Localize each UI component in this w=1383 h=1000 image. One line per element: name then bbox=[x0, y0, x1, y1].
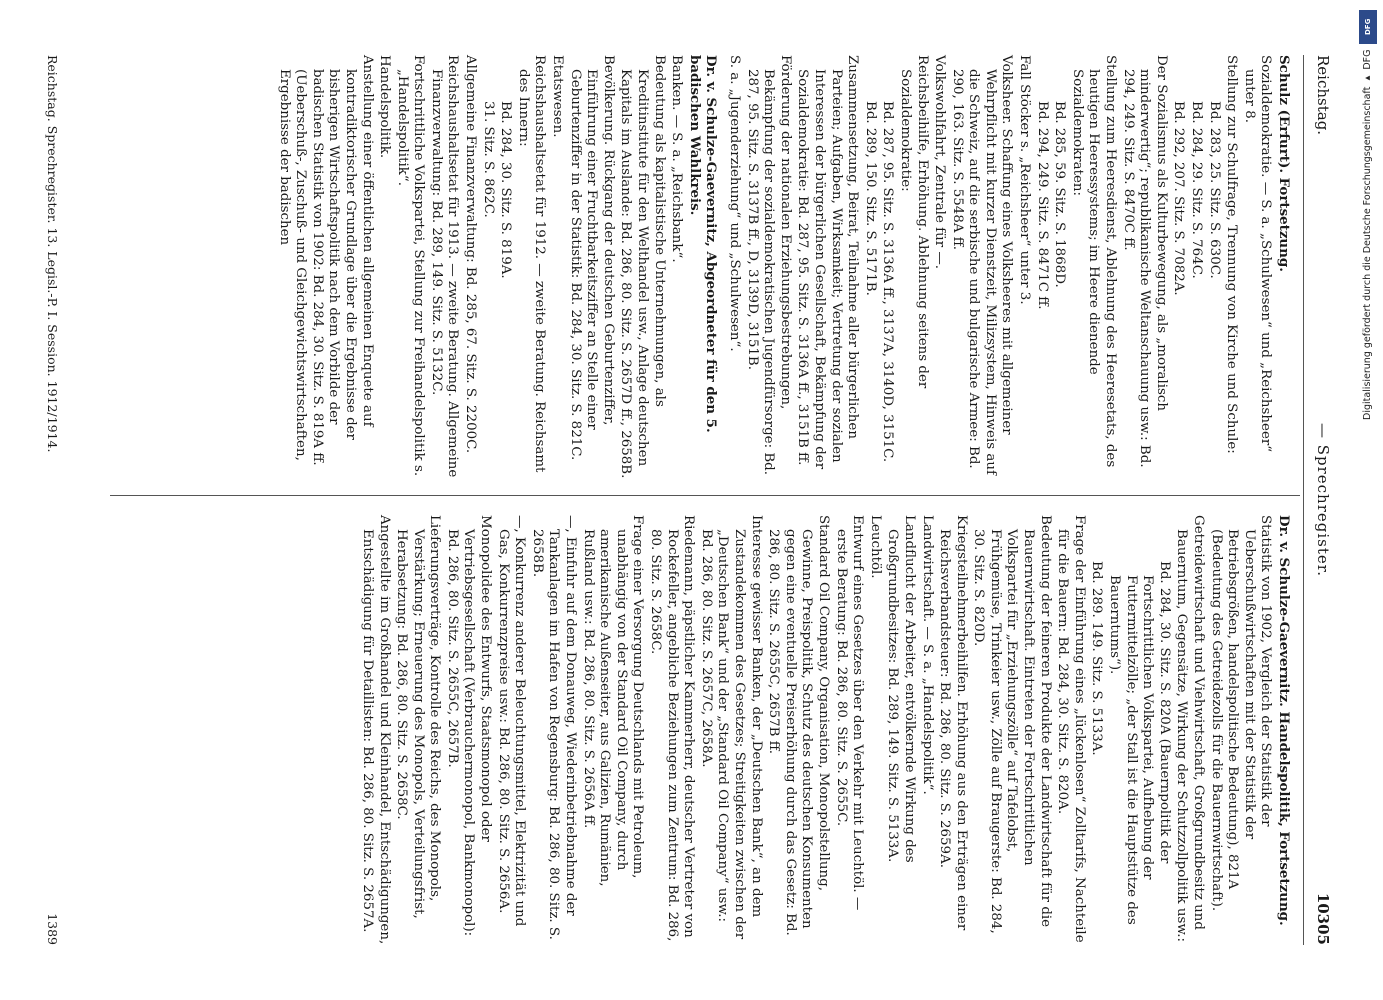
page-header bbox=[1306, 55, 1332, 945]
left-heading-2: Dr. v. Schulze-Gaevernitz, Abgeordneter für den 5. badischen Wahlkreis. bbox=[686, 55, 720, 433]
index-entry: Kriegsteilnehmerbeihilfen. Erhöhung aus den Erträgen einer Reichsverbandsteuer: Bd. 286, 80. Sitz. S. 2659A. bbox=[937, 515, 969, 931]
index-entry: Reichshaushaltsetat für 1912. — zweite Beratung. Reichsamt des Innern: bbox=[515, 55, 548, 473]
header-left: Reichstag. bbox=[1314, 55, 1332, 136]
page-number: 10305 bbox=[1314, 892, 1332, 945]
index-entry: Standard Oil Company, Organisation, Monopolstellung, Gewinne, Preispolitik, Schutz des deutschen Konsumenten gegen eine eventuelle Preiserhöhung durch das Gesetz: Bd. 286, 80. Sitz. S. 2655C, 2657B ff. bbox=[766, 515, 831, 936]
index-entry: Statistik von 1902, Vergleich der Statistik der Ueberschußwirtschaften mit der Statistik der Betriebsgrößen, handelspolitische Bedeutung), 821A (Bedeutung des Getreidezolls für die Bauernwirtschaft). bbox=[1208, 515, 1274, 912]
index-entry: Fall Stöcker s. „Reichsheer“ unter 3. bbox=[1017, 55, 1033, 305]
index-entry: Entwurf eines Gesetzes über den Verkehr mit Leuchtöl. — erste Beratung: Bd. 286, 80. Sitz. S. 2655C. bbox=[833, 515, 866, 911]
index-entry: Reichshaushaltsetat für 1913. — zweite Beratung. Allgemeine Finanzverwaltung: Bd. 289, 149. Sitz. S. 5132C. bbox=[428, 55, 461, 478]
index-entry: Sozialdemokratie. — S. a. „Schulwesen“ und „Reichsheer“ unter 8. bbox=[1241, 55, 1274, 453]
right-column bbox=[357, 515, 1292, 945]
index-entry: Bd. 289, 150. Sitz. S. 5171B. bbox=[862, 101, 878, 296]
dfg-sidebar bbox=[1359, 10, 1379, 1000]
index-entry: Stellung zur Schulfrage, Trennung von Kirche und Schule: bbox=[1224, 55, 1240, 454]
index-entry: Landwirtschaft. — S. a. „Handelspolitik“. bbox=[919, 515, 935, 795]
index-entry: Volksheer. Schaffung eines Volksheeres mit allgemeiner Wehrpflicht mit kurzer Dienstzeit, Milizsystem, Hinweis auf die Schweiz, auf die serbische und bulgarische Armee: Bd. 290, 163. Sitz. S. 5548A ff. bbox=[949, 55, 1015, 475]
footer-left: Reichstag. Sprechregister. 13. Legisl.-P. I. Session. 1912/1914. bbox=[45, 55, 60, 453]
index-entry: Bd. 283, 25. Sitz. S. 630C. bbox=[1206, 101, 1222, 279]
index-entry: Der Sozialismus als Kulturbewegung, als „moralisch minderwertig“; republikanische Weltanschauung usw.: Bd. 294, 249. Sitz. S. 8470C ff. bbox=[1120, 55, 1169, 468]
right-entries bbox=[358, 515, 1273, 945]
index-entry: Bd. 284, 29. Sitz. S. 764C. bbox=[1189, 101, 1205, 279]
left-entries-2 bbox=[275, 55, 684, 485]
index-entry: Banken. — S. a. „Reichsbank“. bbox=[669, 55, 685, 263]
index-entry: Stellung zum Heeresdienst, Ablehnung des Heeresetats, des heutigen Heeressystems; im Heere dienende Sozialdemokraten: bbox=[1069, 55, 1119, 468]
index-entry: Bd. 287, 95. Sitz. S. 3136A ff., 3137A, 3140D, 3151C. bbox=[880, 101, 896, 463]
dfg-credit: Digitalisierung gefördert durch die Deutsche Forschungsgemeinschaft ▸ DFG bbox=[1362, 50, 1373, 421]
left-heading: Schulz (Erfurt). Fortsetzung. bbox=[1276, 55, 1292, 272]
index-entry: Bd. 294, 249. Sitz. S. 8471C ff. bbox=[1034, 101, 1050, 310]
index-entry: —, Einfuhr auf dem Donauweg, Wiederinbetriebnahme der Tankanlagen im Hafen von Regensburg: Bd. 286, 80. Sitz. S. 2658B. bbox=[529, 515, 579, 940]
index-entry: S. a. „Jugenderziehung“ und „Schulwesen“. bbox=[727, 55, 742, 352]
index-entry: Förderung der nationalen Erziehungsbestrebungen, Bekämpfung der sozialdemokratischen Jugendfürsorge: Bd. 287, 95. Sitz. S. 3137B ff., D, 3139D, 3151B. bbox=[744, 55, 793, 476]
header-center: — Sprechregister. bbox=[1314, 422, 1332, 578]
index-entry: Interesse gewisser Banken, der „Deutschen Bank“, an dem Zustandekommen des Gesetzes; Streitigkeiten zwischen der „Deutschen Bank“ und der „Standard Oil Company“ usw.: Bd. 286, 80. Sitz. S. 2657C, 2658A. bbox=[698, 515, 764, 940]
index-entry: 31. Sitz. S. 862C. bbox=[480, 101, 496, 218]
index-entry: Etatswesen. bbox=[550, 55, 566, 138]
index-entry: Volkswohlfahrt, Zentrale für —. bbox=[932, 55, 948, 270]
left-column bbox=[274, 55, 1292, 485]
index-entry: Bevölkerung. Rückgang der deutschen Geburtenziffer, Einführung einer Fruchtbarkeitsziffer an Stelle einer Geburtenziffer in der Statistik: Bd. 284, 30. Sitz. S. 821C. bbox=[567, 55, 616, 461]
column-divider bbox=[110, 495, 1300, 496]
index-entry: Fortschrittliche Volkspartei, Stellung zur Freihandelspolitik s. „Handelspolitik“. bbox=[394, 55, 427, 477]
index-entry: Lieferungsverträge, Kontrolle des Reichs, des Monopols, Verstärkung; Erneuerung des Monopols, Verteilungsfrist, Herabsetzung: Bd. 286, 80. Sitz. S. 2658C. bbox=[394, 515, 443, 919]
index-entry: Leuchtöl. bbox=[867, 515, 883, 579]
index-entry: Frage der Einführung eines „lückenlosen“ Zolltarifs, Nachteile für die Bauern: Bd. 284, 30. Sitz. S. 820A. bbox=[1055, 515, 1087, 943]
index-entry: Bd. 284, 30. Sitz. S. 819A. bbox=[498, 101, 514, 279]
index-entry: —, Konkurrenz anderer Beleuchtungsmittel, Elektrizität und Gas, Konkurrenzpreise usw.: Bd. 286, 80. Sitz. S. 2656A. bbox=[495, 515, 528, 927]
index-entry: Landflucht der Arbeiter, entvölkernde Wirkung des Großgrundbesitzes: Bd. 289, 149. Sitz. S. 5133A. bbox=[885, 515, 917, 863]
index-entry: Riedemann, päpstlicher Kammerherr, deutscher Vertreter von Rockefeller, angebliche Beziehungen zum Zentrum: Bd. 286, 80. Sitz. S. 2658C. bbox=[648, 515, 697, 942]
index-entry: Reichsbeihilfe, Erhöhung. Ablehnung seitens der Sozialdemokratie: bbox=[897, 55, 930, 389]
footer-page: 1389 bbox=[45, 913, 60, 945]
header-rule bbox=[1303, 55, 1304, 945]
index-entry: Getreidewirtschaft und Viehwirtschaft, Großgrundbesitz und Bauerntum, Gegensätze, Wirkung der Schutzzollpolitik usw.: bbox=[1174, 515, 1207, 943]
index-entry: Bd. 284, 30. Sitz. S. 820A (Bauernpolitik der Fortschrittlichen Volkspartei, Aufhebung der Futtermittelzölle; „der Stall ist die Hauptstütze des Bauerntums“). bbox=[1107, 561, 1172, 925]
dfg-logo: DFG bbox=[1359, 10, 1377, 44]
index-entry: Zusammensetzung, Beirat, Teilnahme aller bürgerlichen Parteien; Aufgaben, Wirksamkeit; Vertretung der sozialen Interessen der bürgerlichen Gesellschaft, Bekämpfung der Sozialdemokratie: Bd. 287, 95. Sitz. S. 3136A ff., 3151B ff. bbox=[795, 55, 861, 470]
index-entry: Monopolidee des Entwurfs, Staatsmonopol oder Vertriebsgesellschaft (Verbrauchermonopol, Bankmonopol): Bd. 286, 80. Sitz. S. 2655C, 2657B. bbox=[444, 515, 494, 937]
index-entry: Bedeutung als kapitalistische Unternehmungen, als Kreditinstitute für den Welthandel usw., Anlage deutschen Kapitals im Auslande: Bd. 286, 80. Sitz. S. 2657D ff., 2658B. bbox=[618, 55, 667, 479]
index-entry: Allgemeine Finanzverwaltung: Bd. 285, 67. Sitz. S. 2200C. bbox=[463, 55, 479, 454]
index-entry: Frage einer Versorgung Deutschlands mit Petroleum, unabhängig von der Standard Oil Company, durch amerikanische Außenseiter, aus Galizien, Rumänien, Rußland usw.: Bd. 286, 80. Sitz. S. 2656A ff. bbox=[580, 515, 646, 887]
index-entry: Angestellte im Großhandel und Kleinhandel, Entschädigungen, Entschädigung für Detaillisten: Bd. 286, 80. Sitz. S. 2657A. bbox=[359, 515, 392, 945]
index-entry: Handelspolitik. bbox=[377, 55, 393, 159]
left-entries bbox=[725, 55, 1273, 485]
right-heading: Dr. v. Schulze-Gaevernitz. Handelspolitik, Fortsetzung. bbox=[1276, 515, 1292, 926]
rotated-page bbox=[45, 35, 1340, 965]
index-entry: Bd. 289. 149. Sitz. S. 5133A. bbox=[1089, 561, 1105, 756]
index-entry: Bedeutung der feineren Produkte der Landwirtschaft für die Bauernwirtschaft. Eintreten der Fortschrittlichen Volkspartei für „Erziehungszölle“ auf Tafelobst, Frühgemüse, Trinkeier usw., Zölle auf Braugerste: Bd. 284, 30. Sitz. S. 820D. bbox=[971, 515, 1053, 934]
index-entry: Bd. 285, 59. Sitz. S. 1868D. bbox=[1052, 101, 1068, 288]
index-entry: Bd. 292, 207. Sitz. S. 7082A. bbox=[1171, 101, 1187, 296]
index-entry: Anstellung einer öffentlichen allgemeinen Enquete auf kontradiktorischer Grundlage über die Ergebnisse der bisherigen Wirtschaftspolitik nach dem Vorbilde der badischen Statistik von 1902: Bd. 284, 30. Sitz. S. 819A ff. (Ueberschuß-, Zuschuß- und Gleichgewichtswirtschaften, Ergebnisse der badischen bbox=[276, 55, 375, 466]
